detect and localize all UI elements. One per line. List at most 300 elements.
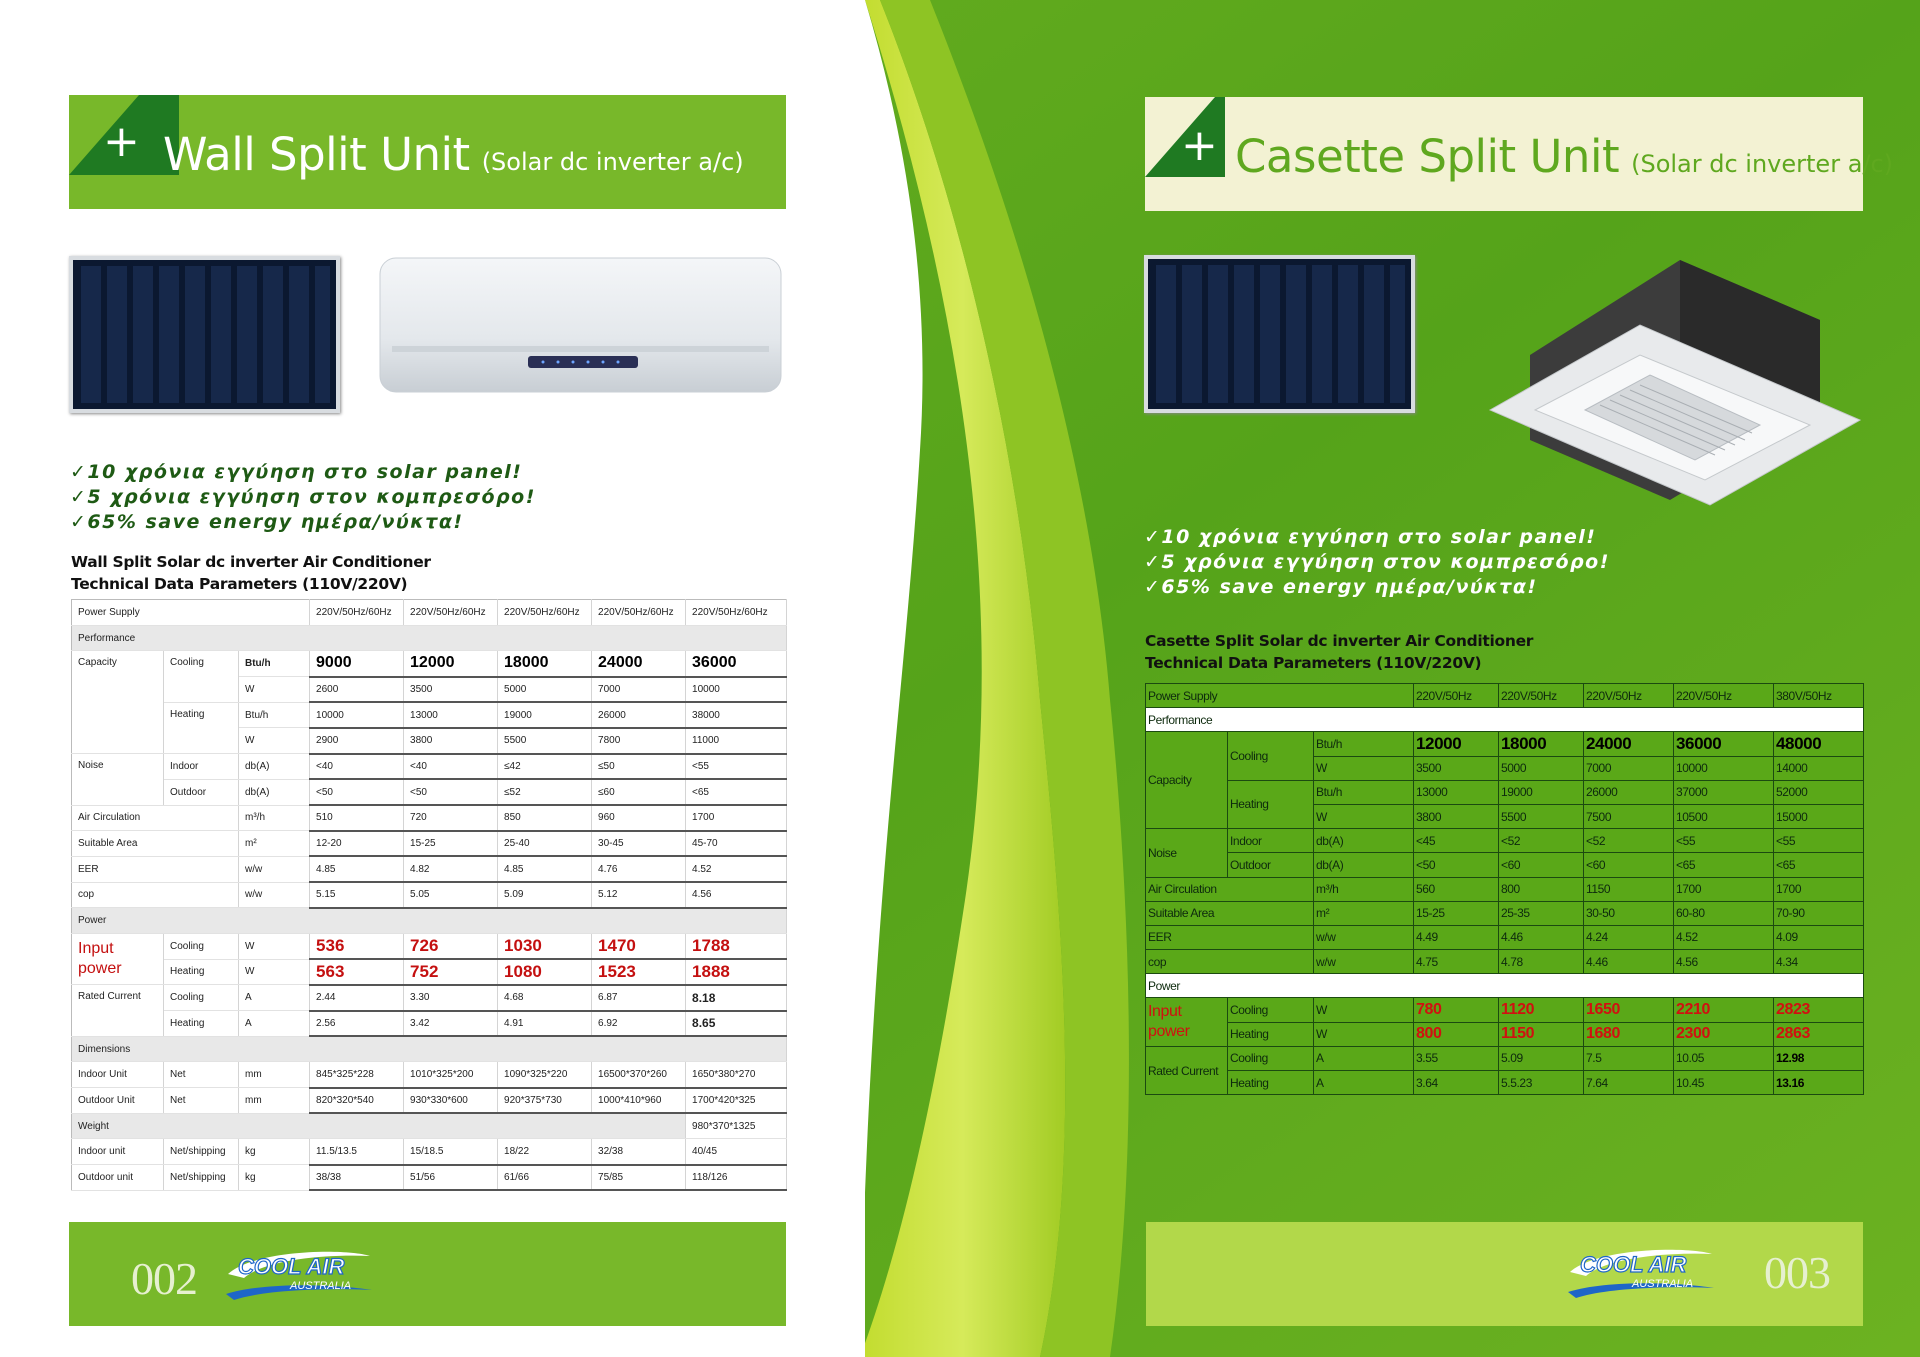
svg-text:AUSTRALIA: AUSTRALIA — [1632, 1278, 1694, 1290]
table-cell: Outdoor — [164, 779, 239, 805]
table-cell: 4.09 — [1774, 925, 1864, 949]
table-cell: m³/h — [239, 805, 310, 831]
table-cell: <52 — [1584, 829, 1674, 853]
table-cell: 3.64 — [1414, 1071, 1499, 1095]
table-cell: ≤52 — [498, 779, 592, 805]
table-cell: 7000 — [1584, 756, 1674, 780]
table-cell: 40/45 — [686, 1139, 787, 1165]
table-cell: 14000 — [1774, 756, 1864, 780]
table-row — [72, 651, 787, 677]
table-cell: <52 — [1499, 829, 1584, 853]
cool-air-logo — [224, 1244, 374, 1304]
table-cell: 5.05 — [404, 882, 498, 908]
table-cell: w/w — [1314, 950, 1414, 974]
table-cell: Outdoor Unit — [72, 1088, 164, 1114]
right-title: Casette Split Unit — [1235, 130, 1620, 183]
table-cell: 5500 — [498, 728, 592, 754]
left-title: Wall Split Unit — [163, 128, 470, 181]
table-row — [72, 1113, 787, 1139]
table-cell: Indoor unit — [72, 1139, 164, 1165]
table-cell: 2.56 — [310, 1011, 404, 1037]
table-cell: Cooling — [164, 651, 239, 702]
table-cell: m² — [1314, 901, 1414, 925]
table-row — [1146, 925, 1864, 949]
left-spec-table — [71, 599, 787, 1191]
table-cell: 10000 — [1674, 756, 1774, 780]
right-solar-panel-image — [1144, 255, 1415, 413]
section-label: Power — [72, 908, 787, 934]
table-cell: 536 — [310, 933, 404, 959]
table-cell: 16500*370*260 — [592, 1062, 686, 1088]
table-cell: Input power — [72, 933, 164, 984]
table-row — [72, 1062, 787, 1088]
table-cell: db(A) — [1314, 853, 1414, 877]
left-table-title: Wall Split Solar dc inverter Air Conditioner — [71, 553, 431, 571]
right-table-title: Casette Split Solar dc inverter Air Conditioner — [1145, 632, 1534, 650]
table-row — [1146, 974, 1864, 998]
bullet-item: ✓5 χρόνια εγγύηση στον κομπρεσόρο! — [70, 486, 536, 508]
table-cell: 10000 — [686, 677, 787, 703]
right-spec-table — [1145, 683, 1864, 1095]
table-cell: W — [1314, 756, 1414, 780]
table-row — [1146, 1071, 1864, 1095]
table-cell: 4.78 — [1499, 950, 1584, 974]
table-cell: 3.30 — [404, 985, 498, 1011]
svg-text:COOL AIR: COOL AIR — [1580, 1252, 1687, 1277]
bullet-item: ✓65% save energy ημέρα/νύκτα! — [1144, 576, 1538, 598]
table-cell: 6.92 — [592, 1011, 686, 1037]
table-cell: 510 — [310, 805, 404, 831]
table-cell: W — [239, 959, 310, 985]
row-label: Power Supply — [72, 600, 310, 626]
table-cell: <60 — [1499, 853, 1584, 877]
table-cell: 1700 — [686, 805, 787, 831]
table-cell: Indoor — [1228, 829, 1314, 853]
table-cell: Outdoor — [1228, 853, 1314, 877]
table-cell: 24000 — [1584, 732, 1674, 756]
table-cell: 220V/50Hz/60Hz — [686, 600, 787, 626]
table-cell: <55 — [686, 754, 787, 780]
table-cell: 1650 — [1584, 998, 1674, 1022]
table-cell: 4.52 — [1674, 925, 1774, 949]
table-cell: <50 — [310, 779, 404, 805]
table-cell: 845*325*228 — [310, 1062, 404, 1088]
table-cell: 2863 — [1774, 1022, 1864, 1046]
table-row — [72, 831, 787, 857]
table-row — [72, 1088, 787, 1114]
table-cell: 752 — [404, 959, 498, 985]
table-cell: m² — [239, 831, 310, 857]
table-row — [1146, 780, 1864, 804]
bullet-item: ✓10 χρόνια εγγύηση στο solar panel! — [1144, 526, 1597, 548]
table-cell: 380V/50Hz — [1774, 684, 1864, 708]
table-cell: 4.46 — [1584, 950, 1674, 974]
left-table-heading — [71, 551, 771, 595]
table-cell: 7800 — [592, 728, 686, 754]
table-cell: Noise — [1146, 829, 1228, 877]
table-cell: 560 — [1414, 877, 1499, 901]
table-cell: 1700*420*325 — [686, 1088, 787, 1114]
table-cell: db(A) — [239, 779, 310, 805]
right-subtitle: (Solar dc inverter a/c) — [1631, 150, 1894, 178]
table-cell: 1030 — [498, 933, 592, 959]
table-cell: W — [239, 728, 310, 754]
table-cell: Cooling — [1228, 732, 1314, 780]
table-cell: 8.18 — [686, 985, 787, 1011]
table-cell: 5500 — [1499, 804, 1584, 828]
table-cell: 60-80 — [1674, 901, 1774, 925]
table-cell: w/w — [1314, 925, 1414, 949]
table-row — [1146, 901, 1864, 925]
left-bullets — [70, 460, 770, 535]
table-cell: 2900 — [310, 728, 404, 754]
table-cell: 70-90 — [1774, 901, 1864, 925]
table-cell: 1120 — [1499, 998, 1584, 1022]
table-cell: Net — [164, 1062, 239, 1088]
table-cell: 3800 — [404, 728, 498, 754]
table-cell: W — [1314, 1022, 1414, 1046]
table-cell: 980*370*1325 — [686, 1113, 787, 1139]
table-row — [72, 625, 787, 651]
cool-air-logo — [1566, 1242, 1716, 1302]
table-cell: 4.24 — [1584, 925, 1674, 949]
table-cell: Cooling — [164, 985, 239, 1011]
table-row — [72, 702, 787, 728]
table-cell: 1470 — [592, 933, 686, 959]
table-cell: Btu/h — [239, 702, 310, 728]
table-cell: Input power — [1146, 998, 1228, 1046]
table-cell: 12000 — [404, 651, 498, 677]
table-cell: 36000 — [686, 651, 787, 677]
section-label: Dimensions — [72, 1036, 787, 1062]
table-cell: 11.5/13.5 — [310, 1139, 404, 1165]
table-cell: Cooling — [1228, 998, 1314, 1022]
table-row — [1146, 950, 1864, 974]
table-cell: 5.09 — [1499, 1046, 1584, 1070]
table-row — [1146, 998, 1864, 1022]
right-footer-bar — [1146, 1222, 1863, 1326]
table-cell: 800 — [1499, 877, 1584, 901]
table-cell: 726 — [404, 933, 498, 959]
table-cell: 1080 — [498, 959, 592, 985]
table-cell: A — [239, 985, 310, 1011]
table-row — [1146, 829, 1864, 853]
table-row — [72, 1011, 787, 1037]
table-cell: 720 — [404, 805, 498, 831]
table-cell: 220V/50Hz/60Hz — [404, 600, 498, 626]
table-cell: cop — [72, 882, 239, 908]
table-cell: 4.56 — [1674, 950, 1774, 974]
right-table-subtitle: Technical Data Parameters (110V/220V) — [1145, 654, 1482, 672]
table-cell: W — [1314, 804, 1414, 828]
table-cell: ≤50 — [592, 754, 686, 780]
table-cell: 4.76 — [592, 856, 686, 882]
table-cell: Suitable Area — [72, 831, 239, 857]
plus-icon: + — [1181, 120, 1218, 171]
table-cell: Rated Current — [1146, 1046, 1228, 1094]
table-cell: cop — [1146, 950, 1314, 974]
table-cell: db(A) — [1314, 829, 1414, 853]
table-cell: Btu/h — [239, 651, 310, 677]
table-cell: Power Supply — [1146, 684, 1414, 708]
section-label: Power — [1146, 974, 1864, 998]
table-cell: Heating — [1228, 1071, 1314, 1095]
bullet-item: ✓5 χρόνια εγγύηση στον κομπρεσόρο! — [1144, 551, 1610, 573]
table-cell: 2600 — [310, 677, 404, 703]
table-row — [1146, 732, 1864, 756]
table-cell: 1888 — [686, 959, 787, 985]
table-row — [72, 856, 787, 882]
cassette-unit-image — [1490, 250, 1860, 510]
table-row — [1146, 708, 1864, 732]
table-cell: 18/22 — [498, 1139, 592, 1165]
table-cell: 4.68 — [498, 985, 592, 1011]
table-cell: 10500 — [1674, 804, 1774, 828]
table-cell: ≤42 — [498, 754, 592, 780]
table-cell: w/w — [239, 856, 310, 882]
table-cell: 3.42 — [404, 1011, 498, 1037]
table-cell: 38000 — [686, 702, 787, 728]
table-row — [72, 1036, 787, 1062]
table-row — [72, 1165, 787, 1191]
right-table-heading — [1145, 630, 1845, 674]
table-cell: 48000 — [1774, 732, 1864, 756]
table-cell: 1650*380*270 — [686, 1062, 787, 1088]
table-cell: 30-50 — [1584, 901, 1674, 925]
svg-text:COOL AIR: COOL AIR — [238, 1254, 345, 1279]
table-cell: Btu/h — [1314, 780, 1414, 804]
table-cell: 26000 — [592, 702, 686, 728]
table-cell: <40 — [310, 754, 404, 780]
table-row — [72, 908, 787, 934]
table-cell: 4.82 — [404, 856, 498, 882]
table-cell: 220V/50Hz — [1584, 684, 1674, 708]
table-cell: 61/66 — [498, 1165, 592, 1191]
table-cell: 10.05 — [1674, 1046, 1774, 1070]
table-cell: 11000 — [686, 728, 787, 754]
table-cell: 18000 — [498, 651, 592, 677]
table-cell: 6.87 — [592, 985, 686, 1011]
table-cell: A — [1314, 1046, 1414, 1070]
table-cell: 4.85 — [310, 856, 404, 882]
table-cell: 3500 — [1414, 756, 1499, 780]
table-cell: 26000 — [1584, 780, 1674, 804]
table-cell: Cooling — [1228, 1046, 1314, 1070]
page-number: 002 — [131, 1253, 197, 1304]
table-cell: 15/18.5 — [404, 1139, 498, 1165]
left-table-subtitle: Technical Data Parameters (110V/220V) — [71, 575, 408, 593]
table-row — [72, 1139, 787, 1165]
table-cell: 3800 — [1414, 804, 1499, 828]
table-cell: Outdoor unit — [72, 1165, 164, 1191]
table-cell: Heating — [164, 959, 239, 985]
left-subtitle: (Solar dc inverter a/c) — [481, 148, 744, 176]
table-cell: 3.55 — [1414, 1046, 1499, 1070]
table-cell: <45 — [1414, 829, 1499, 853]
table-cell: Rated Current — [72, 985, 164, 1036]
table-cell: 960 — [592, 805, 686, 831]
table-cell: 15-25 — [404, 831, 498, 857]
table-cell: <40 — [404, 754, 498, 780]
table-cell: A — [1314, 1071, 1414, 1095]
table-cell: 25-40 — [498, 831, 592, 857]
table-row — [1146, 1022, 1864, 1046]
table-cell: 220V/50Hz — [1674, 684, 1774, 708]
table-cell: W — [239, 677, 310, 703]
table-cell: 5.12 — [592, 882, 686, 908]
table-cell: Air Circulation — [72, 805, 239, 831]
table-cell: 19000 — [1499, 780, 1584, 804]
table-cell: 1150 — [1499, 1022, 1584, 1046]
table-cell: 3500 — [404, 677, 498, 703]
table-row — [72, 959, 787, 985]
table-cell: 52000 — [1774, 780, 1864, 804]
table-cell: 1150 — [1584, 877, 1674, 901]
left-header-banner — [69, 95, 786, 209]
table-cell: 2300 — [1674, 1022, 1774, 1046]
table-cell: Heating — [1228, 780, 1314, 828]
section-label: Performance — [72, 625, 787, 651]
right-bullets — [1144, 525, 1844, 600]
table-cell: Indoor Unit — [72, 1062, 164, 1088]
table-row — [72, 779, 787, 805]
table-row — [72, 600, 787, 626]
table-cell: 800 — [1414, 1022, 1499, 1046]
table-cell: Cooling — [164, 933, 239, 959]
table-cell: 1523 — [592, 959, 686, 985]
table-cell: <60 — [1584, 853, 1674, 877]
table-cell: 32/38 — [592, 1139, 686, 1165]
table-cell: 15-25 — [1414, 901, 1499, 925]
table-cell: 5.5.23 — [1499, 1071, 1584, 1095]
table-cell: 13000 — [404, 702, 498, 728]
table-cell: A — [239, 1011, 310, 1037]
table-cell: 25-35 — [1499, 901, 1584, 925]
table-cell: 4.75 — [1414, 950, 1499, 974]
table-cell: Heating — [1228, 1022, 1314, 1046]
table-cell: Net — [164, 1088, 239, 1114]
table-cell: 1700 — [1674, 877, 1774, 901]
table-cell: 18000 — [1499, 732, 1584, 756]
table-cell: 1788 — [686, 933, 787, 959]
table-row — [1146, 684, 1864, 708]
table-cell: 4.46 — [1499, 925, 1584, 949]
table-cell: 220V/50Hz/60Hz — [592, 600, 686, 626]
table-cell: 7000 — [592, 677, 686, 703]
table-cell: 1010*325*200 — [404, 1062, 498, 1088]
table-cell: W — [239, 933, 310, 959]
table-cell: 1700 — [1774, 877, 1864, 901]
table-cell: 4.91 — [498, 1011, 592, 1037]
table-cell: 4.49 — [1414, 925, 1499, 949]
table-cell: 10000 — [310, 702, 404, 728]
table-cell: EER — [72, 856, 239, 882]
table-cell: ≤60 — [592, 779, 686, 805]
table-cell: 51/56 — [404, 1165, 498, 1191]
table-cell: EER — [1146, 925, 1314, 949]
table-row — [1146, 877, 1864, 901]
table-cell: 2823 — [1774, 998, 1864, 1022]
table-cell: 118/126 — [686, 1165, 787, 1191]
table-cell: 920*375*730 — [498, 1088, 592, 1114]
table-cell: db(A) — [239, 754, 310, 780]
page-number: 003 — [1764, 1247, 1830, 1298]
table-cell: 4.34 — [1774, 950, 1864, 974]
table-cell: 820*320*540 — [310, 1088, 404, 1114]
table-cell: 4.56 — [686, 882, 787, 908]
bullet-item: ✓10 χρόνια εγγύηση στο solar panel! — [70, 461, 523, 483]
table-cell: 38/38 — [310, 1165, 404, 1191]
wall-unit-image — [378, 256, 783, 394]
table-cell: 780 — [1414, 998, 1499, 1022]
table-cell: 220V/50Hz — [1414, 684, 1499, 708]
table-cell: 30-45 — [592, 831, 686, 857]
table-cell: 2210 — [1674, 998, 1774, 1022]
table-cell: 5000 — [1499, 756, 1584, 780]
table-cell: m³/h — [1314, 877, 1414, 901]
left-solar-panel-image — [69, 256, 340, 413]
table-cell: 1090*325*220 — [498, 1062, 592, 1088]
table-cell: 220V/50Hz — [1499, 684, 1584, 708]
table-cell: 7.64 — [1584, 1071, 1674, 1095]
table-cell: kg — [239, 1139, 310, 1165]
table-row — [72, 754, 787, 780]
table-cell: 1680 — [1584, 1022, 1674, 1046]
table-cell: 5.09 — [498, 882, 592, 908]
table-cell: <55 — [1774, 829, 1864, 853]
table-cell: 220V/50Hz/60Hz — [310, 600, 404, 626]
table-cell: Heating — [164, 702, 239, 753]
table-cell: mm — [239, 1088, 310, 1114]
table-cell: Net/shipping — [164, 1165, 239, 1191]
left-footer-bar — [69, 1222, 786, 1326]
right-header-banner — [1145, 97, 1894, 211]
table-row — [72, 933, 787, 959]
table-cell: 10.45 — [1674, 1071, 1774, 1095]
table-cell: kg — [239, 1165, 310, 1191]
table-cell: 4.52 — [686, 856, 787, 882]
table-cell: <65 — [1774, 853, 1864, 877]
table-cell: 5.15 — [310, 882, 404, 908]
table-cell: w/w — [239, 882, 310, 908]
table-cell: <50 — [404, 779, 498, 805]
table-cell: 5000 — [498, 677, 592, 703]
table-cell: 7500 — [1584, 804, 1674, 828]
table-cell: 75/85 — [592, 1165, 686, 1191]
table-cell: <50 — [1414, 853, 1499, 877]
table-cell: 850 — [498, 805, 592, 831]
table-cell: 12.98 — [1774, 1046, 1864, 1070]
plus-icon: + — [103, 116, 140, 167]
table-cell: 9000 — [310, 651, 404, 677]
table-cell: W — [1314, 998, 1414, 1022]
table-cell: 37000 — [1674, 780, 1774, 804]
table-cell: Air Circulation — [1146, 877, 1314, 901]
table-cell: Btu/h — [1314, 732, 1414, 756]
table-cell: Capacity — [1146, 732, 1228, 829]
table-cell: <65 — [1674, 853, 1774, 877]
table-cell: 220V/50Hz/60Hz — [498, 600, 592, 626]
table-cell: 4.85 — [498, 856, 592, 882]
table-cell: Suitable Area — [1146, 901, 1314, 925]
table-cell: 24000 — [592, 651, 686, 677]
table-row — [72, 805, 787, 831]
table-cell: 7.5 — [1584, 1046, 1674, 1070]
table-cell: 8.65 — [686, 1011, 787, 1037]
bullet-item: ✓65% save energy ημέρα/νύκτα! — [70, 511, 464, 533]
table-cell: 36000 — [1674, 732, 1774, 756]
table-cell: 563 — [310, 959, 404, 985]
